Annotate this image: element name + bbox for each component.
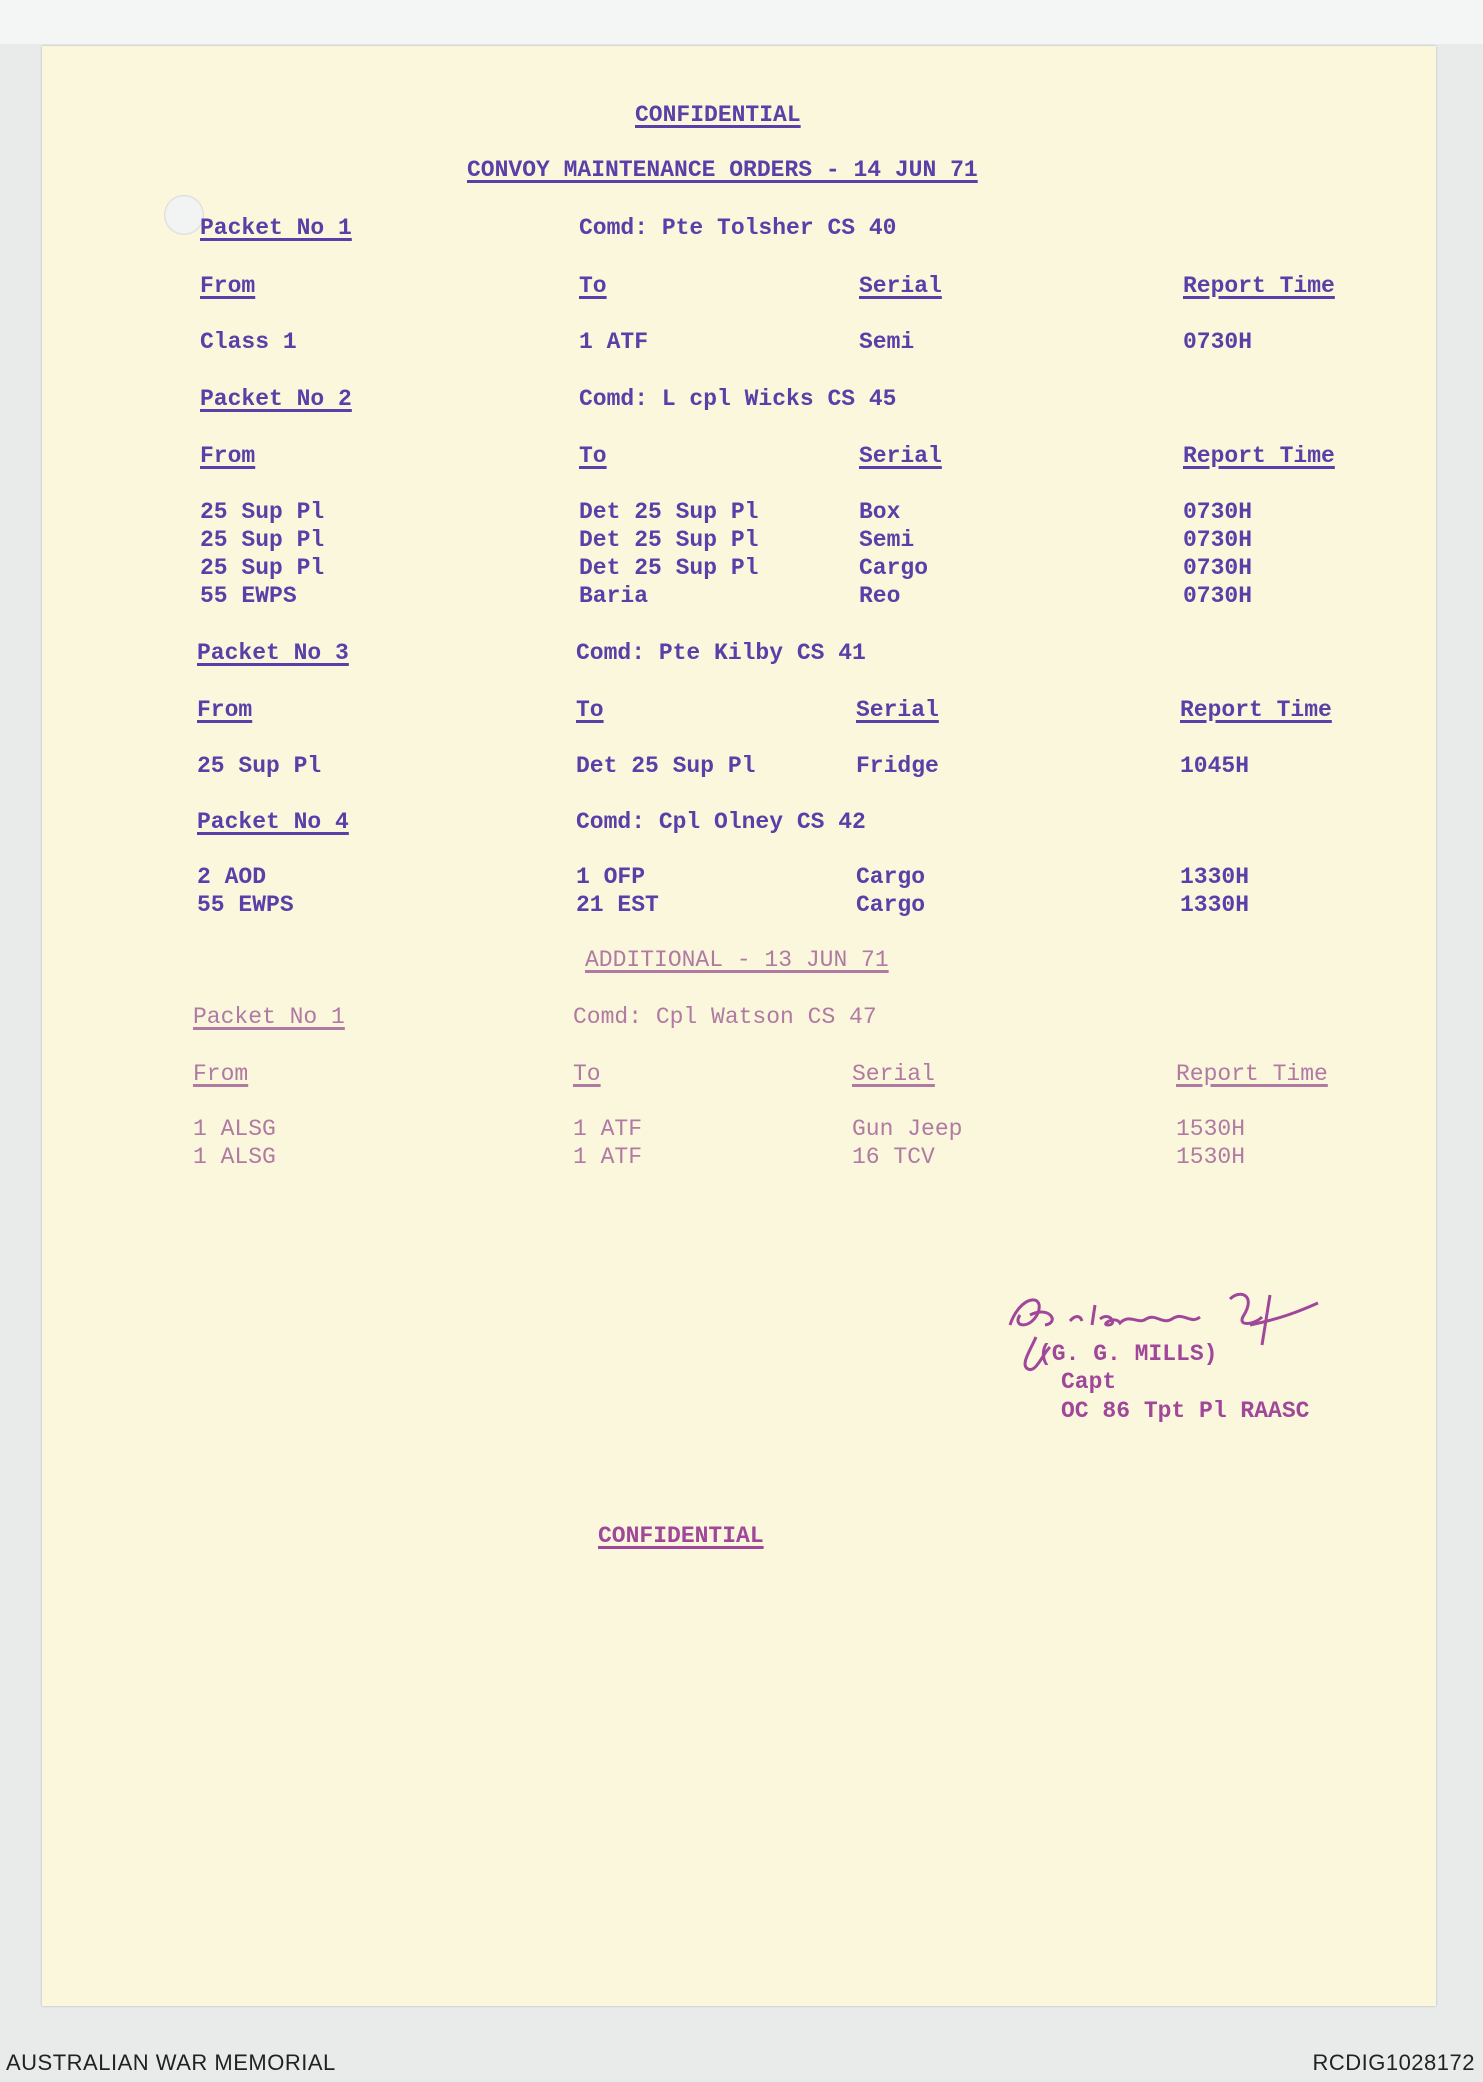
col-to: To xyxy=(573,1061,601,1087)
signatory-name: (G. G. MILLS) xyxy=(1038,1341,1218,1367)
add-r2-from: 1 ALSG xyxy=(193,1144,276,1170)
p2-r4-to: Baria xyxy=(579,583,649,609)
p3-r1-time: 1045H xyxy=(1180,753,1250,779)
packet-4-comd: Comd: Cpl Olney CS 42 xyxy=(576,809,866,835)
col-to: To xyxy=(579,273,607,299)
col-from: From xyxy=(200,443,256,469)
col-from: From xyxy=(193,1061,249,1087)
packet-2-label: Packet No 2 xyxy=(200,386,352,412)
packet-2-comd: Comd: L cpl Wicks CS 45 xyxy=(579,386,897,412)
classification-top: CONFIDENTIAL xyxy=(635,102,801,128)
add-r2-to: 1 ATF xyxy=(573,1144,643,1170)
p4-r1-from: 2 AOD xyxy=(197,864,267,890)
col-serial: Serial xyxy=(859,443,942,469)
footer-record-id: RCDIG1028172 xyxy=(1312,2050,1475,2075)
add-r2-serial: 16 TCV xyxy=(852,1144,935,1170)
col-serial: Serial xyxy=(859,273,942,299)
p2-r4-serial: Reo xyxy=(859,583,901,609)
p4-r1-to: 1 OFP xyxy=(576,864,646,890)
p2-r2-to: Det 25 Sup Pl xyxy=(579,527,759,553)
p4-r2-time: 1330H xyxy=(1180,892,1250,918)
packet-3-label: Packet No 3 xyxy=(197,640,349,666)
p2-r3-serial: Cargo xyxy=(859,555,929,581)
p2-r2-serial: Semi xyxy=(859,527,915,553)
p2-r4-from: 55 EWPS xyxy=(200,583,297,609)
p2-r3-to: Det 25 Sup Pl xyxy=(579,555,759,581)
col-report-time: Report Time xyxy=(1183,443,1335,469)
packet-4-label: Packet No 4 xyxy=(197,809,349,835)
packet-3-comd: Comd: Pte Kilby CS 41 xyxy=(576,640,866,666)
col-report-time: Report Time xyxy=(1183,273,1335,299)
p2-r1-time: 0730H xyxy=(1183,499,1253,525)
signatory-rank: Capt xyxy=(1061,1369,1117,1395)
p4-r1-serial: Cargo xyxy=(856,864,926,890)
classification-bottom: CONFIDENTIAL xyxy=(598,1523,764,1549)
footer-archive-name: AUSTRALIAN WAR MEMORIAL xyxy=(6,2050,336,2075)
p1-r1-serial: Semi xyxy=(859,329,915,355)
additional-packet-label: Packet No 1 xyxy=(193,1004,345,1030)
p2-r3-from: 25 Sup Pl xyxy=(200,555,325,581)
p2-r4-time: 0730H xyxy=(1183,583,1253,609)
packet-1-label: Packet No 1 xyxy=(200,215,352,241)
packet-1-comd: Comd: Pte Tolsher CS 40 xyxy=(579,215,897,241)
p1-r1-from: Class 1 xyxy=(200,329,297,355)
col-report-time: Report Time xyxy=(1180,697,1332,723)
col-serial: Serial xyxy=(856,697,939,723)
signatory-unit: OC 86 Tpt Pl RAASC xyxy=(1061,1398,1310,1424)
add-r2-time: 1530H xyxy=(1176,1144,1246,1170)
add-r1-from: 1 ALSG xyxy=(193,1116,276,1142)
col-to: To xyxy=(579,443,607,469)
p2-r3-time: 0730H xyxy=(1183,555,1253,581)
p3-r1-from: 25 Sup Pl xyxy=(197,753,322,779)
p2-r1-to: Det 25 Sup Pl xyxy=(579,499,759,525)
p4-r2-serial: Cargo xyxy=(856,892,926,918)
p1-r1-to: 1 ATF xyxy=(579,329,649,355)
col-from: From xyxy=(197,697,253,723)
p4-r1-time: 1330H xyxy=(1180,864,1250,890)
p4-r2-to: 21 EST xyxy=(576,892,659,918)
add-r1-serial: Gun Jeep xyxy=(852,1116,963,1142)
p1-r1-time: 0730H xyxy=(1183,329,1253,355)
add-r1-time: 1530H xyxy=(1176,1116,1246,1142)
p2-r2-time: 0730H xyxy=(1183,527,1253,553)
p2-r1-from: 25 Sup Pl xyxy=(200,499,325,525)
p3-r1-serial: Fridge xyxy=(856,753,939,779)
p3-r1-to: Det 25 Sup Pl xyxy=(576,753,756,779)
col-from: From xyxy=(200,273,256,299)
p2-r1-serial: Box xyxy=(859,499,901,525)
punch-hole xyxy=(164,195,204,235)
col-to: To xyxy=(576,697,604,723)
col-report-time: Report Time xyxy=(1176,1061,1328,1087)
p2-r2-from: 25 Sup Pl xyxy=(200,527,325,553)
col-serial: Serial xyxy=(852,1061,935,1087)
additional-comd: Comd: Cpl Watson CS 47 xyxy=(573,1004,877,1030)
add-r1-to: 1 ATF xyxy=(573,1116,643,1142)
top-strip xyxy=(0,0,1483,44)
p4-r2-from: 55 EWPS xyxy=(197,892,294,918)
document-title: CONVOY MAINTENANCE ORDERS - 14 JUN 71 xyxy=(467,157,978,183)
additional-heading: ADDITIONAL - 13 JUN 71 xyxy=(585,947,889,973)
